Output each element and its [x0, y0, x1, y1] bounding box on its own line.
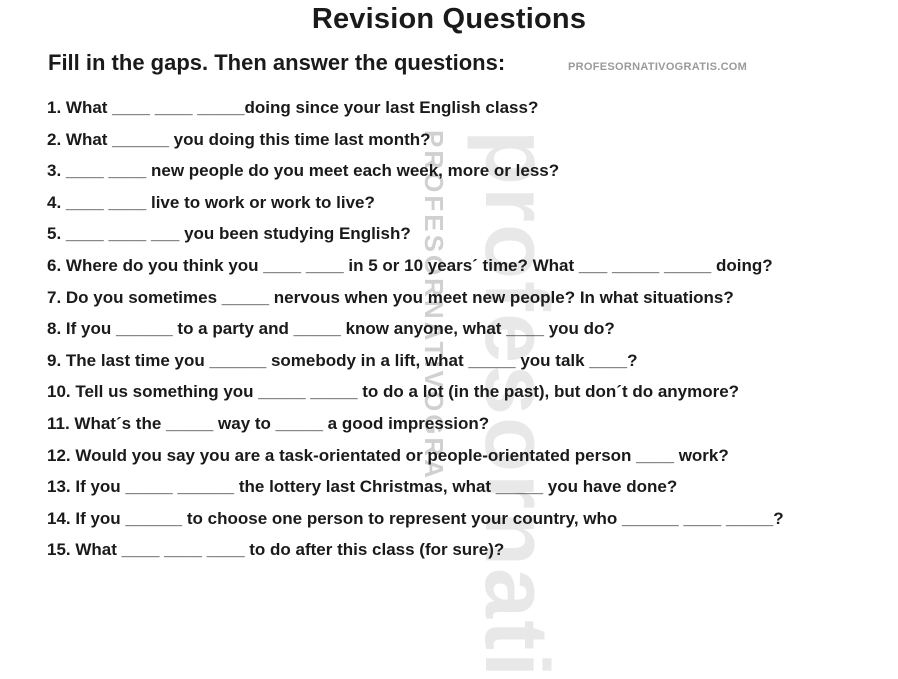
question-item: 10. Tell us something you _____ _____ to do a lot (in the past), but don´t do anymore?	[47, 382, 740, 402]
vertical-watermark-large: profesornati	[466, 130, 566, 679]
question-item: 7. Do you sometimes _____ nervous when you meet new people? In what situations?	[47, 287, 734, 307]
question-item: 4. ____ ____ live to work or work to live?	[47, 192, 375, 212]
vertical-watermark-small: PROFESORNATIVOGRA	[419, 130, 449, 481]
question-item: 1. What ____ ____ _____doing since your last English class?	[47, 98, 539, 117]
question-item: 14. If you ______ to choose one person to represent your country, who ______ ____ _____?	[47, 508, 784, 528]
question-item: 15. What ____ ____ ____ to do after this class (for sure)?	[47, 540, 505, 560]
question-item: 8. If you ______ to a party and _____ know anyone, what ____ you do?	[47, 319, 615, 339]
question-item: 2. What ______ you doing this time last month?	[47, 129, 431, 149]
question-list	[47, 97, 877, 571]
site-watermark-text: PROFESORNATIVOGRATIS.COM	[568, 61, 748, 73]
question-item: 3. ____ ____ new people do you meet each week, more or less?	[47, 161, 560, 181]
question-item: 5. ____ ____ ___ you been studying English?	[47, 224, 411, 244]
question-item: 11. What´s the _____ way to _____ a good impression?	[47, 413, 490, 433]
question-item: 9. The last time you ______ somebody in a lift, what _____ you talk ____?	[47, 350, 638, 370]
page-title: Revision Questions	[311, 3, 587, 35]
question-item: 13. If you _____ ______ the lottery last Christmas, what _____ you have done?	[47, 477, 678, 497]
instructions-heading: Fill in the gaps. Then answer the questions:	[48, 50, 506, 75]
question-item: 12. Would you say you are a task-orientated or people-orientated person ____ work?	[47, 445, 729, 465]
question-item: 6. Where do you think you ____ ____ in 5 or 10 years´ time? What ___ _____ _____ doing?	[47, 255, 773, 275]
